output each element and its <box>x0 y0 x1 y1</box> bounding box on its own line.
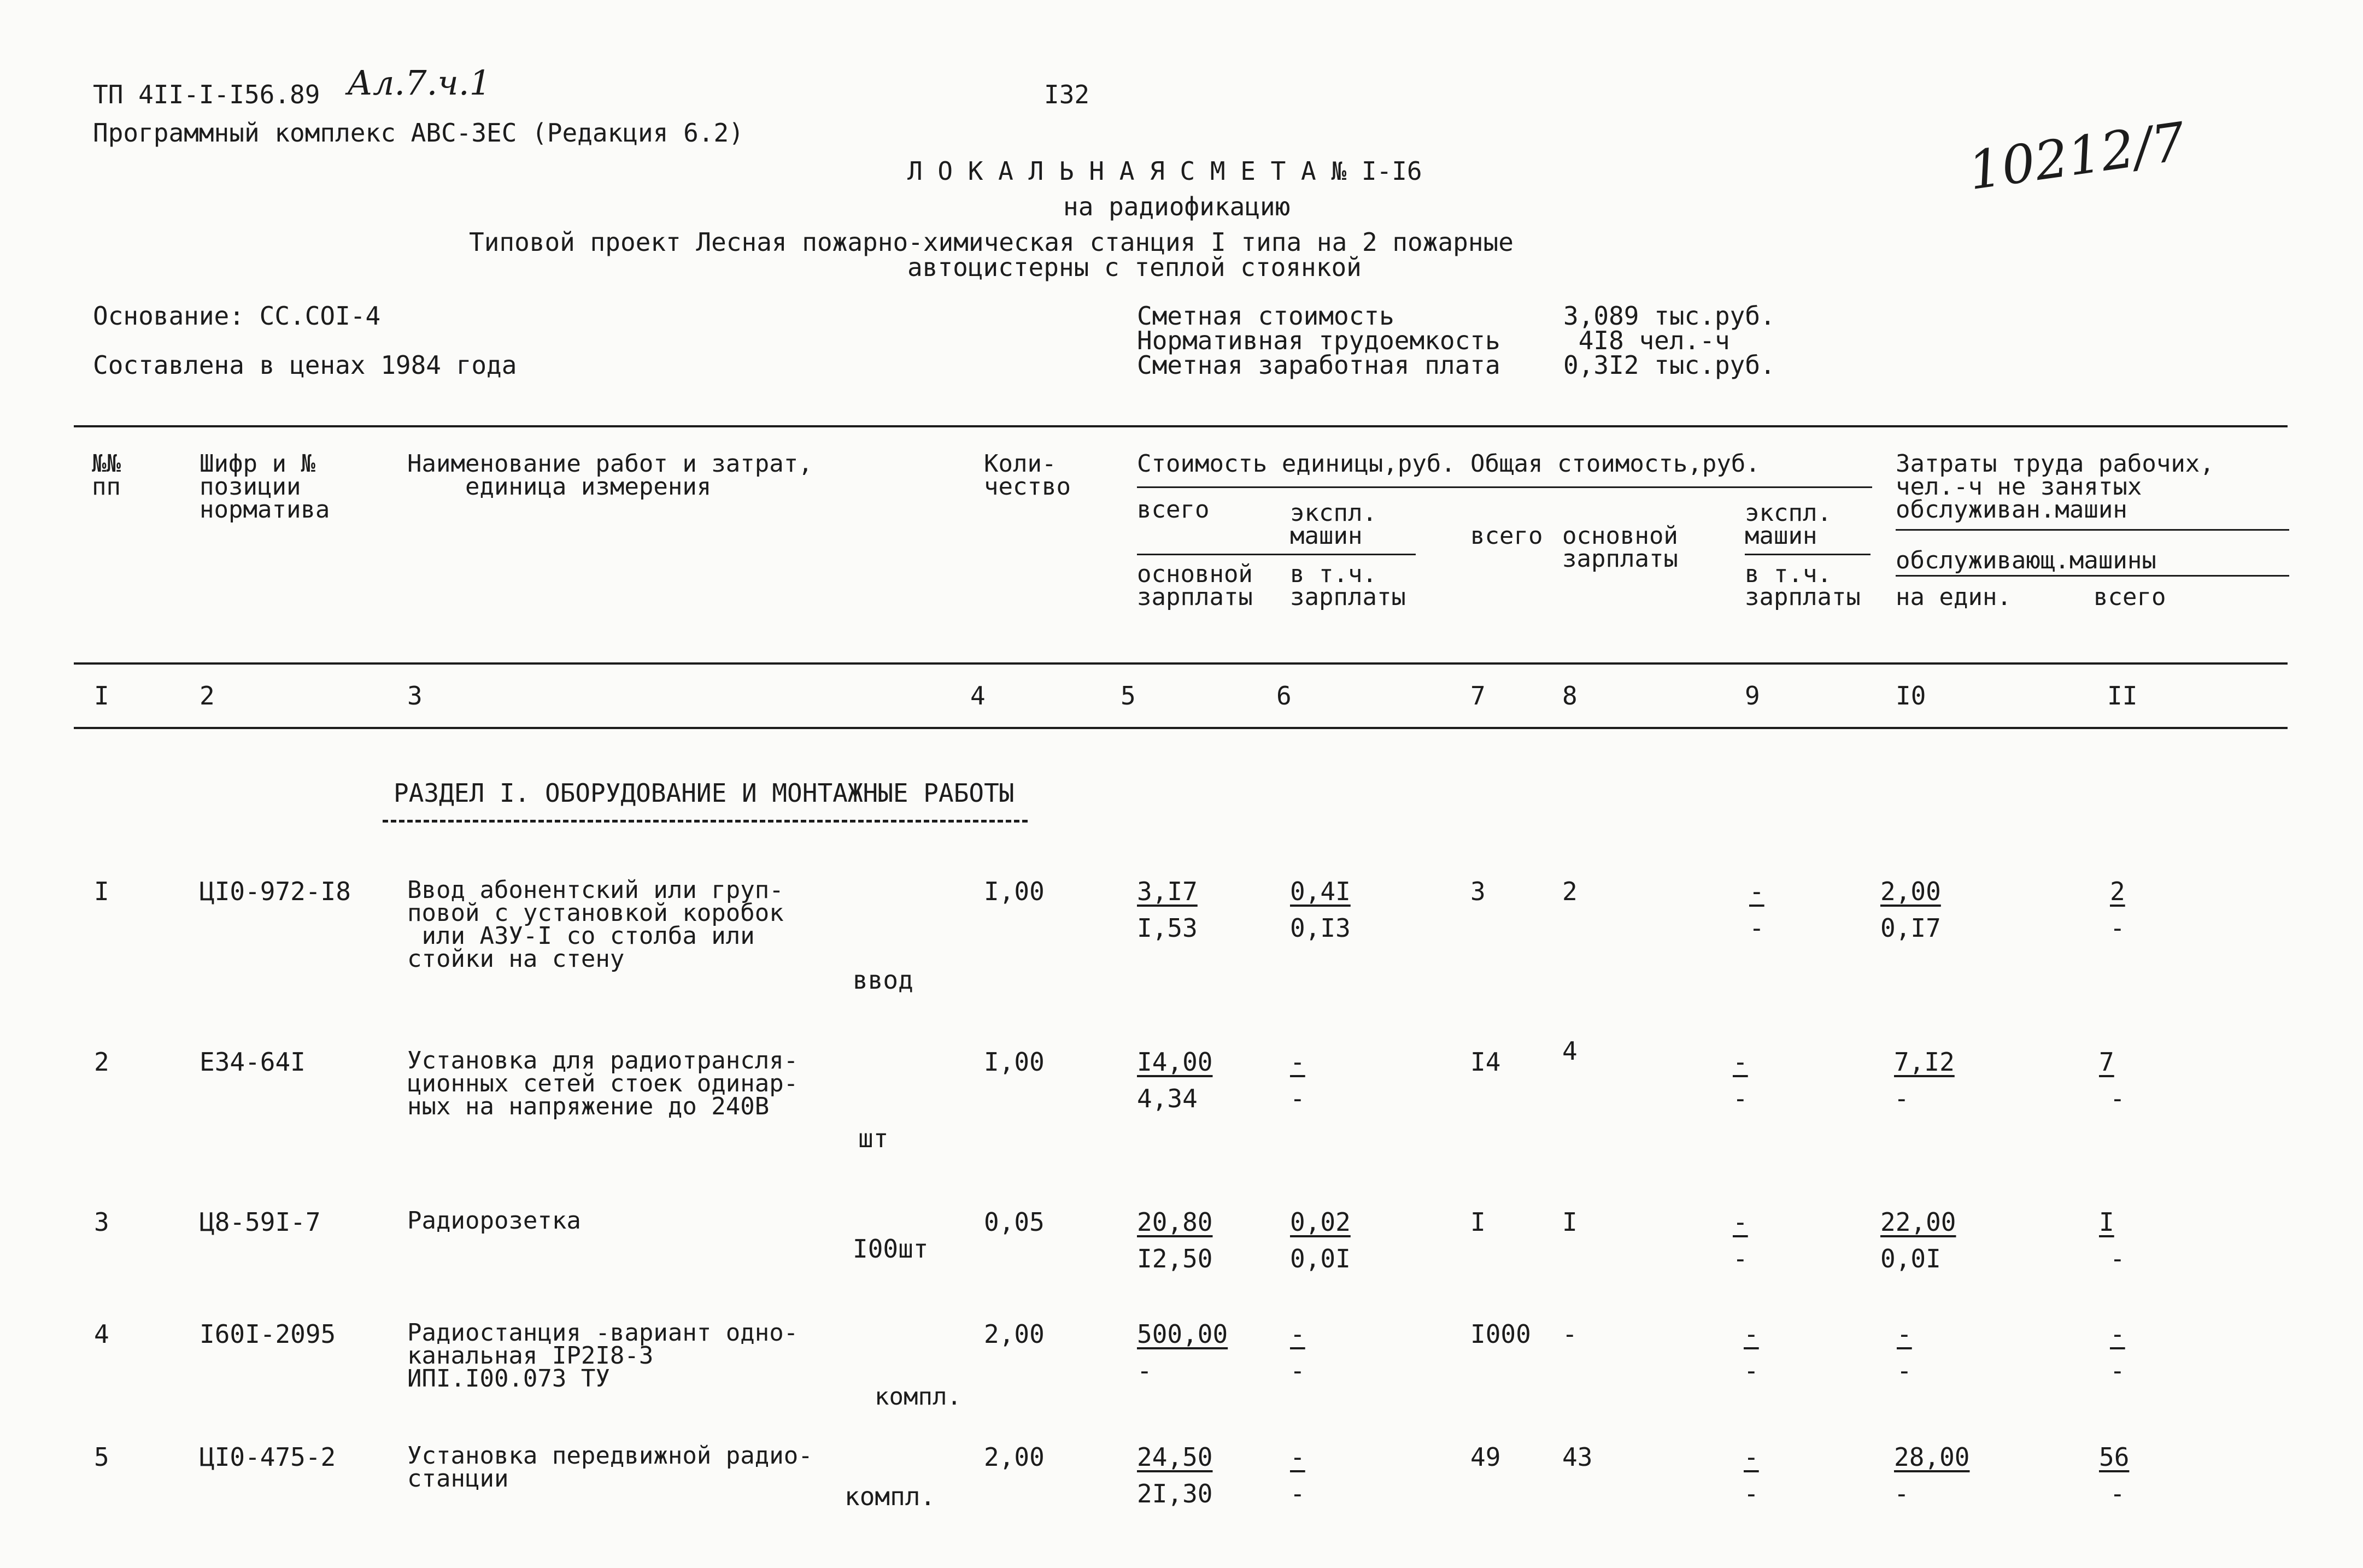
header-rule-unit-split <box>1137 554 1416 555</box>
header-sub-serv: обслуживающ.машины <box>1896 547 2156 574</box>
row-labor-unit-machine: - <box>1897 1356 1912 1385</box>
row-total: 49 <box>1470 1442 1501 1472</box>
prices-year: Составлена в ценах 1984 года <box>93 350 517 380</box>
row-name: Радиорозетка <box>407 1207 581 1235</box>
row-total-wage: I <box>1562 1207 1578 1237</box>
row-number: I <box>94 877 109 906</box>
header-sub-basic-wage: основной зарплаты <box>1137 560 1253 611</box>
row-total-machine-wage: - <box>1744 1479 1759 1508</box>
column-number: 3 <box>407 681 423 710</box>
header-col-name: Наименование работ и затрат, единица измерения <box>407 450 813 501</box>
column-number: II <box>2107 681 2138 710</box>
header-col-num: №№ пп <box>92 450 121 501</box>
header-labor: Затраты труда рабочих, чел.-ч не занятых обслуживан.машин <box>1896 450 2214 524</box>
row-unit-machine: - <box>1290 1319 1305 1349</box>
document-code: ТП 4II-I-I56.89 <box>93 80 320 109</box>
row-labor-total-machine: - <box>2110 913 2125 943</box>
column-number: 5 <box>1121 681 1136 710</box>
summary-value-cost: 3,089 тыс.руб. <box>1563 301 1775 331</box>
row-qty: I,00 <box>984 1047 1045 1077</box>
column-number: 4 <box>970 681 986 710</box>
row-labor-total: 56 <box>2099 1442 2130 1472</box>
software-line: Программный комплекс АВС-3ЕС (Редакция 6.2) <box>93 118 744 148</box>
row-labor-total-machine: - <box>2110 1356 2125 1385</box>
header-sub-incl-wage: в т.ч. зарплаты <box>1290 560 1406 611</box>
row-total-machine: - <box>1733 1047 1748 1077</box>
header-col-code: Шифр и № позиции норматива <box>200 450 330 524</box>
document-title: Л О К А Л Ь Н А Я С М Е Т А № I-I6 <box>907 156 1422 186</box>
header-unit-cost: Стоимость единицы,руб. <box>1137 450 1456 478</box>
row-labor-unit: 2,00 <box>1880 877 1941 906</box>
project-line-1: Типовой проект Лесная пожарно-химическая станция I типа на 2 пожарные <box>469 227 1514 257</box>
row-total-machine: - <box>1744 1319 1759 1349</box>
row-number: 4 <box>94 1319 109 1349</box>
row-labor-total: 2 <box>2110 877 2125 906</box>
header-rule-expl-split <box>1745 554 1871 555</box>
row-unit: компл. <box>875 1383 961 1411</box>
summary-label-wage: Сметная заработная плата <box>1137 350 1500 380</box>
row-code: Е34-64I <box>200 1047 306 1077</box>
column-number: 6 <box>1276 681 1292 710</box>
column-number: 7 <box>1470 681 1486 710</box>
row-unit-machine-wage: - <box>1290 1084 1305 1113</box>
header-sub-total-2: всего <box>1470 522 1543 550</box>
row-name: Установка передвижной радио- станции <box>407 1442 813 1493</box>
row-unit-machine-wage: 0,0I <box>1290 1244 1351 1273</box>
row-unit-wage: 2I,30 <box>1137 1479 1213 1508</box>
row-labor-total-machine: - <box>2110 1084 2125 1113</box>
row-total-machine: - <box>1744 1442 1759 1472</box>
row-unit-total: 500,00 <box>1137 1319 1228 1349</box>
column-number: 9 <box>1745 681 1760 710</box>
row-labor-unit: 28,00 <box>1894 1442 1970 1472</box>
row-total-machine: - <box>1749 877 1764 906</box>
row-labor-total-machine: - <box>2110 1244 2125 1273</box>
summary-value-labor: 4I8 чел.-ч <box>1563 326 1730 355</box>
row-unit-total: 3,I7 <box>1137 877 1198 906</box>
summary-label-cost: Сметная стоимость <box>1137 301 1394 331</box>
header-sub-total: всего <box>1137 496 1210 524</box>
row-total-machine: - <box>1733 1207 1748 1237</box>
row-total-machine-wage: - <box>1744 1356 1759 1385</box>
row-total: 3 <box>1470 877 1486 906</box>
row-unit-total: 20,80 <box>1137 1207 1213 1237</box>
row-labor-unit: 7,I2 <box>1894 1047 1955 1077</box>
handwritten-number: 10212/7 <box>1965 110 2189 202</box>
project-line-2: автоцистерны с теплой стоянкой <box>907 252 1362 282</box>
row-unit-wage: 4,34 <box>1137 1084 1198 1113</box>
column-number: 8 <box>1562 681 1578 710</box>
section-underline <box>383 820 1028 823</box>
header-rule-cost <box>1137 486 1872 488</box>
row-unit-machine-wage: 0,I3 <box>1290 913 1351 943</box>
header-sub-expl: экспл. машин <box>1290 499 1377 550</box>
row-number: 3 <box>94 1207 109 1237</box>
row-unit-wage: - <box>1137 1356 1152 1385</box>
row-qty: 0,05 <box>984 1207 1045 1237</box>
column-number: 2 <box>200 681 215 710</box>
row-qty: 2,00 <box>984 1442 1045 1472</box>
row-labor-unit-machine: 0,I7 <box>1880 913 1941 943</box>
row-labor-unit-machine: 0,0I <box>1880 1244 1941 1273</box>
header-rule-labor-1 <box>1896 529 2289 531</box>
row-unit-machine: 0,02 <box>1290 1207 1351 1237</box>
row-code: ЦI0-475-2 <box>200 1442 336 1472</box>
header-sub-incl-wage-2: в т.ч. зарплаты <box>1745 560 1861 611</box>
header-col-qty: Коли- чество <box>984 450 1071 501</box>
row-labor-unit-machine: - <box>1894 1479 1909 1508</box>
header-sub-expl-2: экспл. машин <box>1745 499 1832 550</box>
row-labor-unit: - <box>1897 1319 1912 1349</box>
row-unit-wage: I,53 <box>1137 913 1198 943</box>
row-unit-machine-wage: - <box>1290 1479 1305 1508</box>
row-total-wage: 4 <box>1562 1036 1578 1066</box>
column-numbers-rule <box>74 727 2288 729</box>
row-number: 5 <box>94 1442 109 1472</box>
row-labor-total-machine: - <box>2110 1479 2125 1508</box>
header-sub-total-labor: всего <box>2094 583 2166 611</box>
row-total-machine-wage: - <box>1733 1084 1748 1113</box>
row-total-wage: 43 <box>1562 1442 1593 1472</box>
row-total-wage: - <box>1562 1319 1578 1349</box>
row-number: 2 <box>94 1047 109 1077</box>
row-qty: I,00 <box>984 877 1045 906</box>
handwritten-note: Ал.7.ч.1 <box>347 63 491 103</box>
row-qty: 2,00 <box>984 1319 1045 1349</box>
summary-label-labor: Нормативная трудоемкость <box>1137 326 1500 355</box>
row-labor-unit: 22,00 <box>1880 1207 1956 1237</box>
row-unit-wage: I2,50 <box>1137 1244 1213 1273</box>
header-sub-per-unit: на един. <box>1896 583 2012 611</box>
row-unit-machine: - <box>1290 1442 1305 1472</box>
row-code: Ц8-59I-7 <box>200 1207 321 1237</box>
row-unit-machine-wage: - <box>1290 1356 1305 1385</box>
row-code: ЦI0-972-I8 <box>200 877 351 906</box>
row-name: Установка для радиотрансля- ционных сетей стоек одинар- ных на напряжение до 240В <box>407 1047 799 1120</box>
row-name: Ввод абонентский или груп- повой с установкой коробок или АЗУ-I со столба или стойки на стену <box>407 876 784 973</box>
row-labor-total: 7 <box>2099 1047 2114 1077</box>
row-labor-total: - <box>2110 1319 2125 1349</box>
row-total: I <box>1470 1207 1486 1237</box>
row-unit-total: I4,00 <box>1137 1047 1213 1077</box>
row-unit-total: 24,50 <box>1137 1442 1213 1472</box>
row-unit: I00шт <box>853 1234 929 1264</box>
basis: Основание: СС.СОI-4 <box>93 301 381 331</box>
header-sub-basic-wage-2: основной зарплаты <box>1562 522 1678 573</box>
column-number: I0 <box>1896 681 1926 710</box>
row-total-machine-wage: - <box>1733 1244 1748 1273</box>
header-total-cost: Общая стоимость,руб. <box>1470 450 1760 478</box>
row-code: I60I-2095 <box>200 1319 336 1349</box>
row-unit: ввод <box>853 965 913 995</box>
row-unit: компл. <box>845 1482 936 1511</box>
header-rule-labor-2 <box>1896 575 2289 577</box>
row-unit-machine: 0,4I <box>1290 877 1351 906</box>
page-number: I32 <box>1044 80 1090 109</box>
row-unit-machine: - <box>1290 1047 1305 1077</box>
table-top-rule <box>74 425 2288 427</box>
row-total-wage: 2 <box>1562 877 1578 906</box>
row-name: Радиостанция -вариант одно- канальная IP2I8-3 ИПI.I00.073 ТУ <box>407 1319 799 1393</box>
row-labor-total: I <box>2099 1207 2114 1237</box>
summary-value-wage: 0,3I2 тыс.руб. <box>1563 350 1775 380</box>
document-subtitle: на радиофикацию <box>1063 192 1291 221</box>
row-unit: шт <box>858 1124 889 1153</box>
row-labor-unit-machine: - <box>1894 1084 1909 1113</box>
column-number: I <box>94 681 109 710</box>
row-total: I4 <box>1470 1047 1501 1077</box>
header-bottom-rule <box>74 662 2288 665</box>
row-total-machine-wage: - <box>1749 913 1764 943</box>
row-total: I000 <box>1470 1319 1531 1349</box>
section-title: РАЗДЕЛ I. ОБОРУДОВАНИЕ И МОНТАЖНЫЕ РАБОТЫ <box>394 778 1015 808</box>
